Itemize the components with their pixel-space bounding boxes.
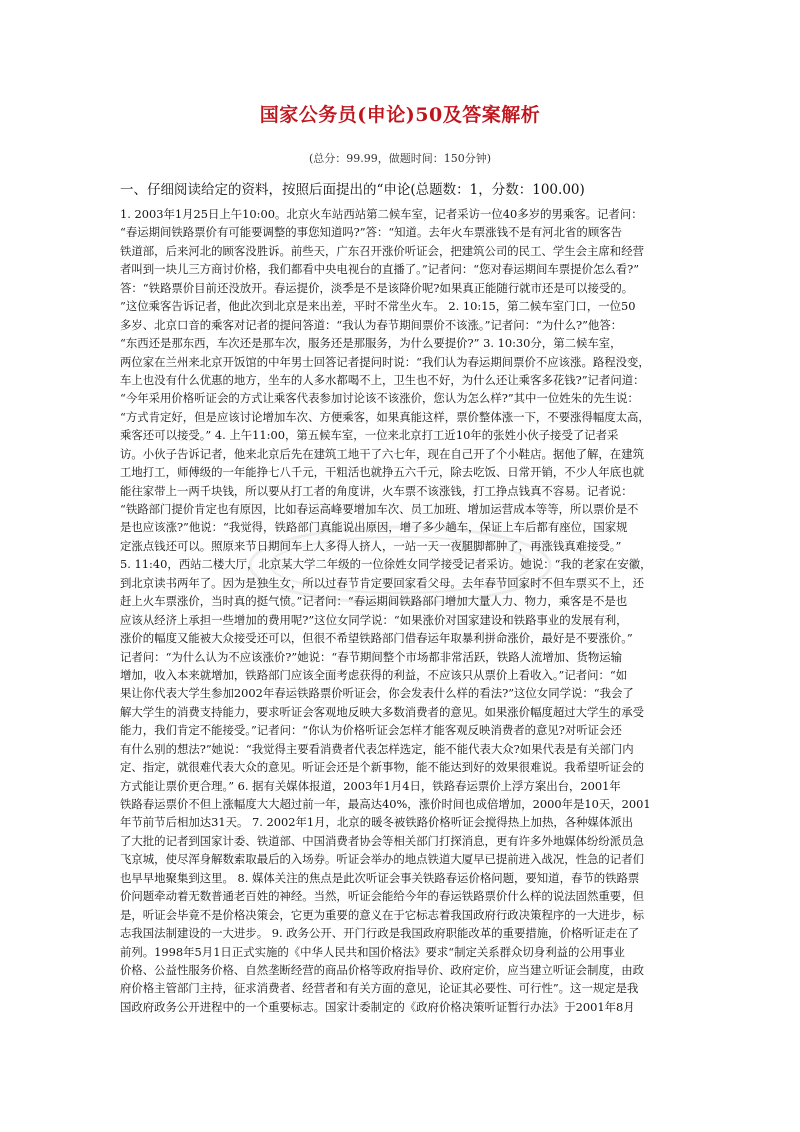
page-title: 国家公务员(申论)50及答案解析 (259, 104, 541, 126)
text-line: 工地打工，师傅级的一年能挣七八千元，干粗活也就挣五六千元，除去吃饭、日常开销，不少人年底也就 (120, 465, 644, 480)
text-line: “铁路部门提价肯定也有原因，比如春运高峰要增加车次、员工加班、增加运营成本等等，所以票价是不 (120, 502, 639, 516)
text-line: 多岁、北京口音的乘客对记者的提问答道：“我认为春节期间票价不该涨。”记者问：“为什么?”他答： (120, 317, 623, 332)
text-line: 访。小伙子告诉记者，他来北京后先在建筑工地干了六七年，现在自己开了个小鞋店。据他了解，在建筑 (120, 446, 644, 461)
text-line: 5. 11:40，西站二楼大厅，北京某大学二年级的一位徐姓女同学接受记者采访。她说：“我的老家在安徽， (120, 557, 652, 572)
text-line: 解大学生的消费支持能力，要求听证会客观地反映大多数消费者的意见。如果涨价幅度超过大学生的承受 (120, 704, 644, 719)
text-line: 方式能让票价更合理。” 6. 据有关媒体报道，2003年1月4日，铁路春运票价上浮方案出台，2001年 (120, 778, 621, 793)
text-line: 府价格主管部门主持，征求消费者、经营者和有关方面的意见，论证其必要性、可行性”。这一规定是我 (120, 981, 639, 996)
text-line: 年节前节后相加达31天。 7. 2002年1月，北京的暖冬被铁路价格听证会搅得热上加热，各种媒体派出 (120, 815, 634, 830)
text-line: 也早早地聚集到这里。 8. 媒体关注的焦点是此次听证会事关铁路春运价格问题，要知道，春节的铁路票 (120, 870, 640, 885)
text-line: 车上也没有什么优惠的地方，坐车的人多水都喝不上，卫生也不好，为什么还让乘客多花钱?”记者问道： (120, 372, 645, 387)
text-line: 记者问：“为什么认为不应该涨价?”她说：“春节期间整个市场都非常活跃，铁路人流增加、货物运输 (120, 649, 622, 664)
text-line: 果让你代表大学生参加2002年春运铁路票价听证会，你会发表什么样的看法?”这位女同学说：“我会了 (120, 686, 634, 701)
text-line: 定、指定，就很难代表大众的意见。听证会还是个新事物，能不能达到好的效果很难说。我希望听证会的 (120, 760, 644, 775)
text-line: 乘客还可以接受。” 4. 上午11:00，第五候车室，一位来北京打工近10年的张姓小伙子接受了记者采 (120, 428, 619, 443)
text-line: 铁路春运票价不但上涨幅度大大超过前一年，最高达40%，涨价时间也成倍增加，2000年是10天，2001 (120, 797, 651, 811)
text-line: 能往家带上一两千块钱，所以要从打工者的角度讲，火车票不该涨钱，打工挣点钱真不容易。记者说： (120, 483, 633, 498)
text-line: 价问题牵动着无数普通老百姓的神经。当然，听证会能给今年的春运铁路票价什么样的说法固然重要，但 (120, 889, 644, 904)
text-line: 者叫到一块儿三方商讨价格，我们都看中央电视台的直播了。”记者问：“您对春运期间车票提价怎么看?” (120, 262, 640, 277)
text-line: 有什么别的想法?”她说：“我觉得主要看消费者代表怎样选定，能不能代表大众?如果代表是有关部门内 (120, 741, 634, 756)
text-line: 飞京城，使尽浑身解数索取最后的入场券。听证会举办的地点铁道大厦早已提前进入战况，性急的记者们 (120, 852, 644, 867)
text-line: 1. 2003年1月25日上午10:00。北京火车站西站第二候车室，记者采访一位40多岁的男乘客。记者问： (120, 207, 643, 221)
text-line: ”这位乘客告诉记者，他此次到北京是来出差，平时不常坐火车。 2. 10:15，第二候车室门口，一位50 (120, 299, 636, 314)
text-line: 到北京读书两年了。因为是独生女，所以过春节肯定要回家看父母。去年春节回家时不但车票买不上，还 (120, 575, 644, 590)
text-line: 涨价的幅度又能被大众接受还可以，但很不希望铁路部门借春运年取暴利拼命涨价，最好是不要涨价。” (120, 631, 633, 646)
text-line: 定涨点钱还可以。照原来节日期间车上人多得人挤人，一站一天一夜腿脚都肿了，再涨钱真难接受。” (120, 538, 622, 553)
text-line: 铁道部，后来河北的顾客没胜诉。前些天，广东召开涨价听证会，把建筑公司的民工、学生会主席和经营 (120, 243, 644, 258)
text-line: 前列。1998年5月1日正式实施的《中华人民共和国价格法》要求“制定关系群众切身利益的公用事业 (120, 944, 625, 959)
text-line: 国政府政务公开进程中的一个重要标志。国家计委制定的《政府价格决策听证暂行办法》于2001年8月 (120, 999, 635, 1014)
text-line: “方式肯定好，但是应该讨论增加车次、方便乘客，如果真能这样，票价整体涨一下，不要涨得幅度太高， (120, 409, 650, 424)
text-line: “今年采用价格听证会的方式让乘客代表参加讨论该不该涨价，您认为怎么样?”其中一位姓朱的先生说： (120, 391, 639, 406)
text-line: 答：“铁路票价目前还没放开。春运提价，淡季是不是该降价呢?如果真正能随行就市还是可以接受的。 (120, 280, 634, 295)
text-line: 志我国法制建设的一大进步。 9. 政务公开、开门行政是我国政府职能改革的重要措施，价格听证走在了 (120, 926, 640, 941)
text-line: 是也应该涨?”他说：“我觉得，铁路部门真能说出原因，增了多少趟车，保证上车后都有座位，国家规 (120, 520, 628, 535)
text-line: 能力，我们肯定不能接受。”记者问：“你认为价格听证会怎样才能客观反映消费者的意见?对听证会还 (120, 723, 622, 738)
text-line: 了大批的记者到国家计委、铁道部、中国消费者协会等相关部门打探消息，更有许多外地媒体纷纷派员急 (120, 833, 644, 848)
text-line: 赶上火车票涨价，当时真的挺气愤。”记者问：“春运期间铁路部门增加大量人力、物力，乘客是不是也 (120, 594, 628, 609)
text-line: 应该从经济上承担一些增加的费用呢?”这位女同学说：“如果涨价对国家建设和铁路事业的发展有利， (120, 612, 628, 627)
text-line: “春运期间铁路票价有可能要调整的事您知道吗?”答：“知道。去年火车票涨钱不是有河北省的顾客告 (120, 225, 622, 240)
exam-meta: (总分：99.99，做题时间：150分钟) (308, 152, 492, 165)
text-line: “东西还是那东西，车次还是那车次，服务还是那服务，为什么要提价?” 3. 10:30分，第二候车室， (120, 336, 622, 351)
document-body (120, 205, 680, 1016)
section-heading: 一、仔细阅读给定的资料，按照后面提出的“申论(总题数：1，分数：100.00) (120, 182, 585, 198)
text-line: 两位家在兰州来北京开饭馆的中年男士回答记者提问时说：“我们认为春运期间票价不应该涨。路程没变， (120, 354, 650, 369)
text-line: 增加，收入本来就增加，铁路部门应该全面考虑获得的利益，不应该只从票价上看收入。”记者问：“如 (120, 667, 628, 682)
text-line: 价格、公益性服务价格、自然垄断经营的商品价格等政府指导价、政府定价，应当建立听证会制度，由政 (120, 962, 644, 977)
text-line: 是，听证会毕竟不是价格决策会，它更为重要的意义在于它标志着我国政府行政决策程序的一大进步，标 (120, 907, 644, 922)
